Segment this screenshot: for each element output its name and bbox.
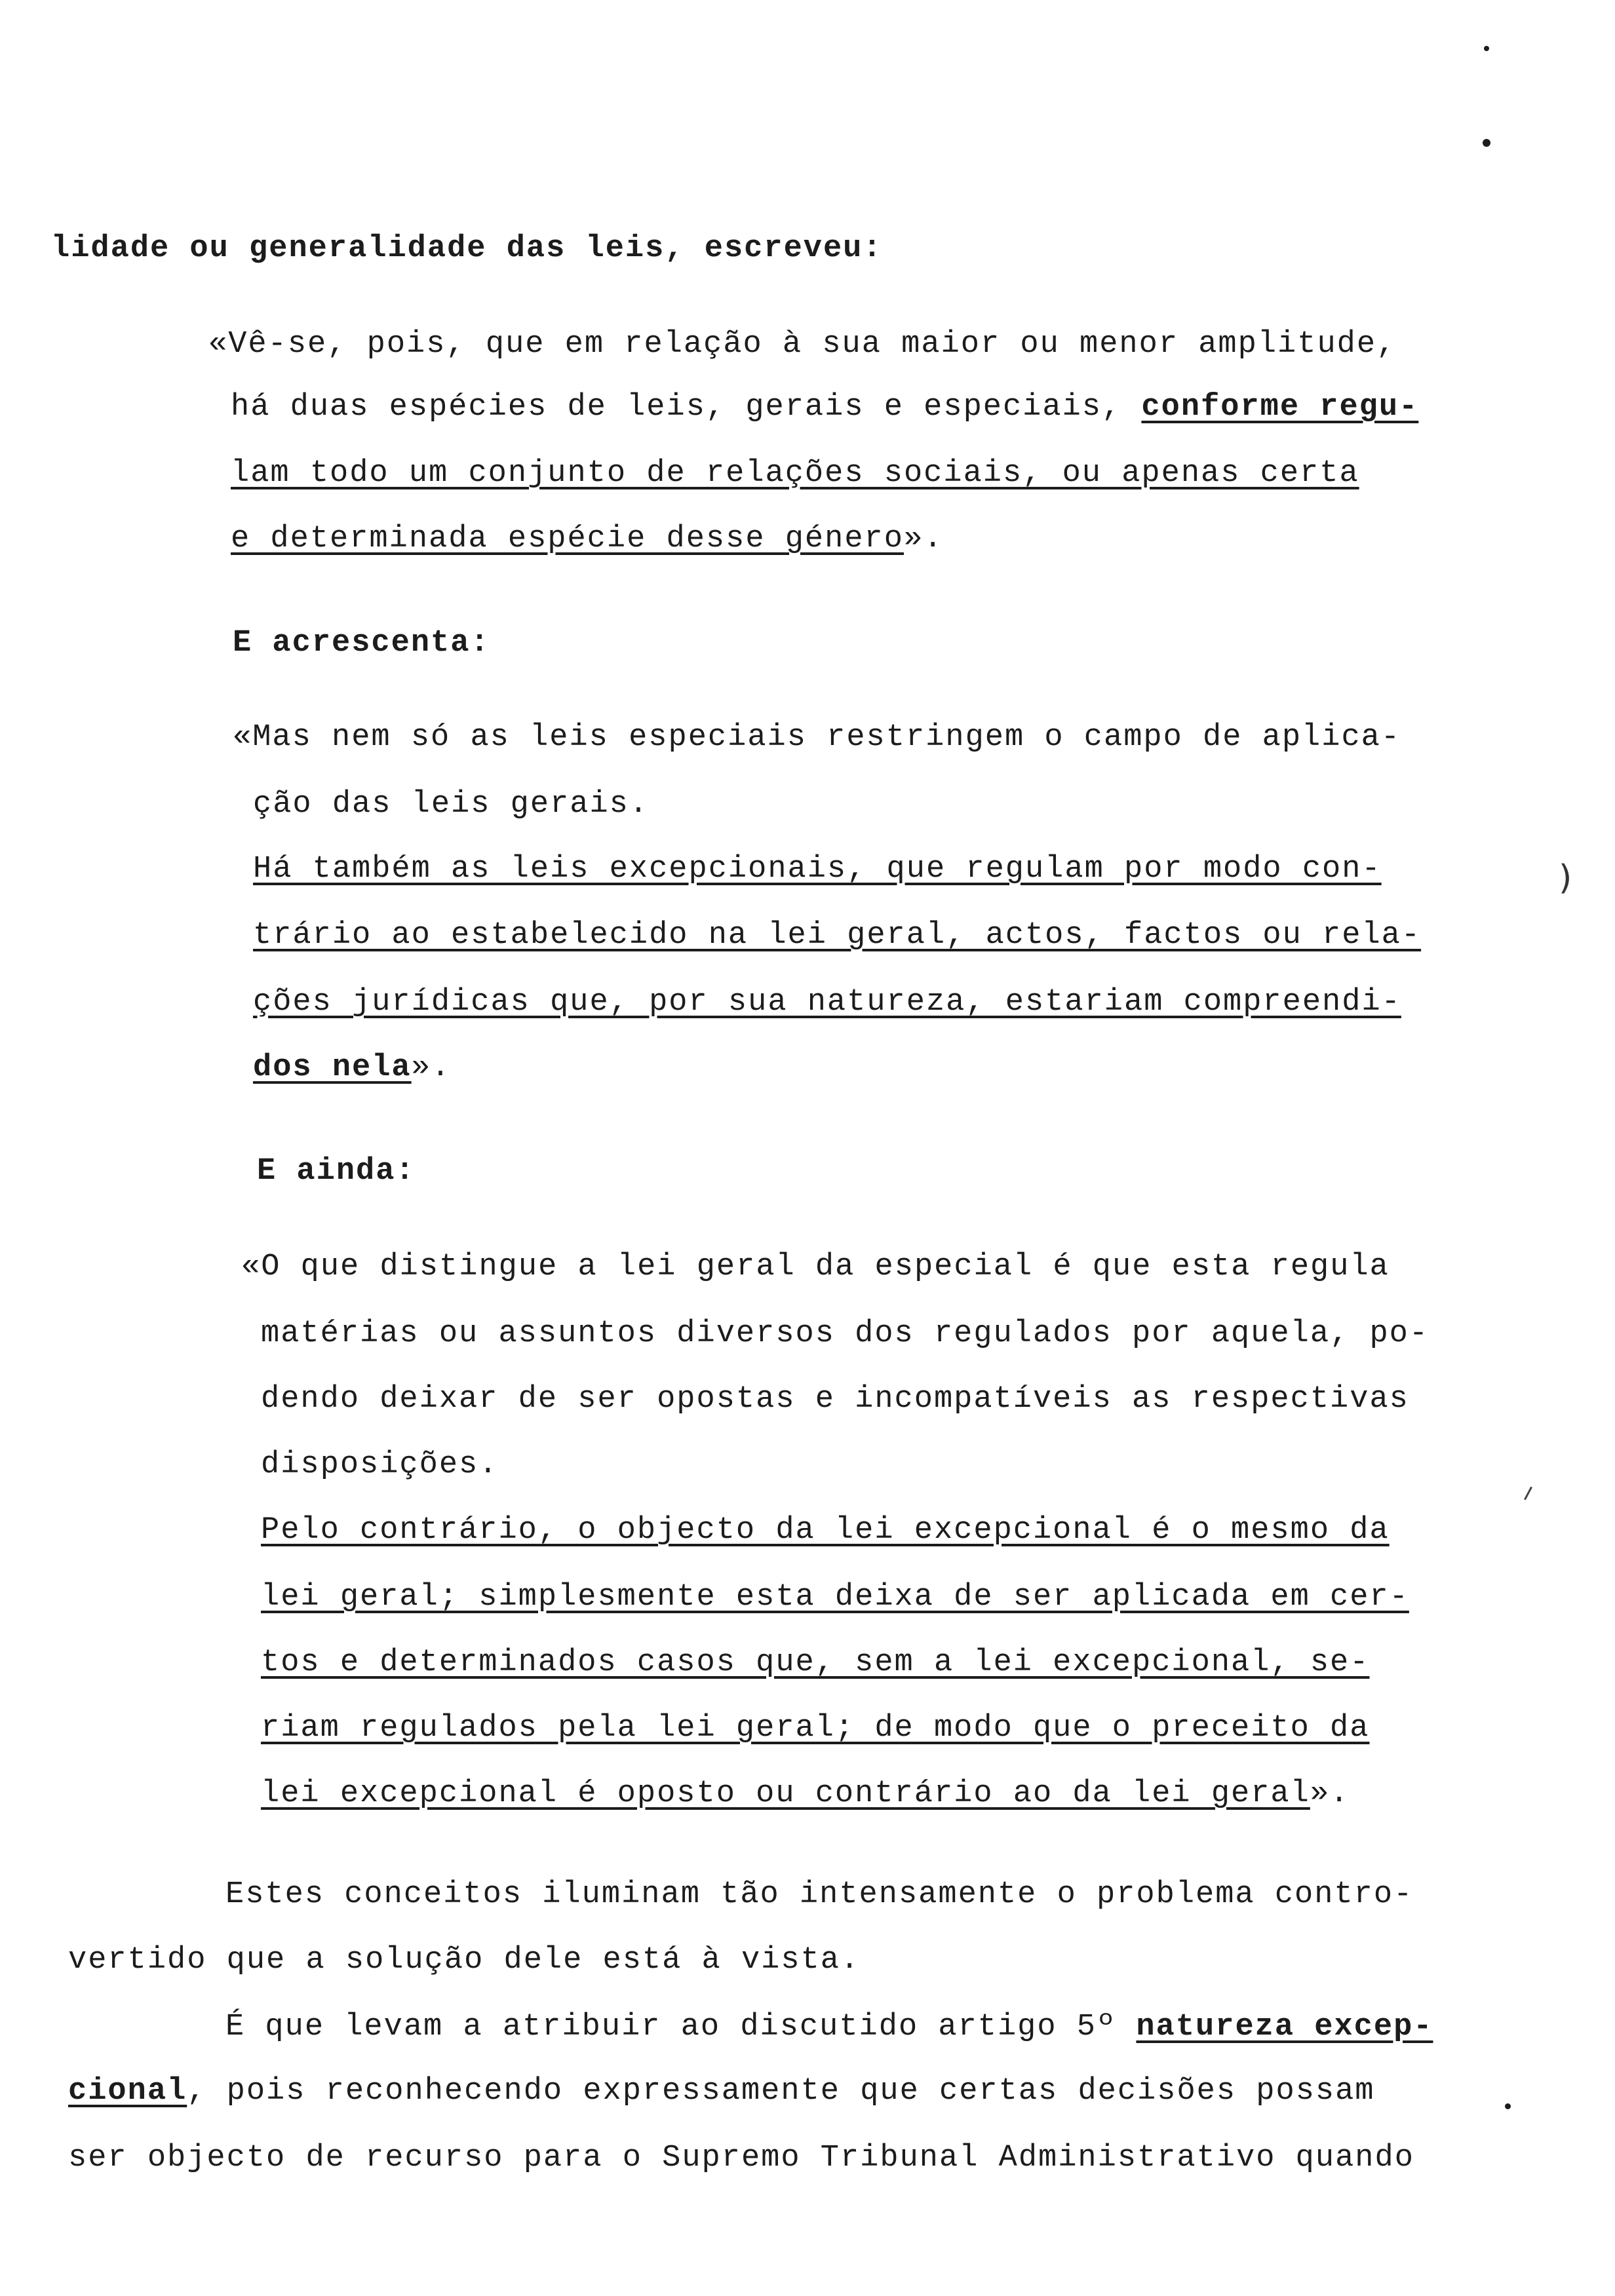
paragraph-line-3-plain: É que levam a atribuir ao discutido artigo 5º: [225, 2010, 1137, 2044]
quote-1-line-4-underlined: e determinada espécie desse género: [231, 522, 904, 556]
quote-1-line-4-close: ».: [903, 522, 944, 556]
quote-3-line-1: «O que distingue a lei geral da especial é que esta regula: [241, 1250, 1390, 1284]
quote-3-line-5: Pelo contrário, o objecto da lei excepcional é o mesmo da: [261, 1513, 1390, 1548]
quote-2-line-4: trário ao estabelecido na lei geral, actos, factos ou rela-: [253, 918, 1422, 953]
quote-2-line-3: Há também as leis excepcionais, que regulam por modo con-: [253, 852, 1382, 887]
paragraph-line-4-underlined: cional: [68, 2074, 187, 2109]
quote-3-line-9-close: ».: [1310, 1776, 1350, 1811]
quote-1-line-4: [231, 520, 943, 559]
quote-3-line-9-underlined: lei excepcional é oposto ou contrário ao da lei geral: [261, 1776, 1310, 1811]
scan-slash-mark: [1524, 1487, 1532, 1501]
quote-3-line-6: lei geral; simplesmente esta deixa de ser aplicada em cer-: [261, 1580, 1409, 1615]
quote-1-line-2-underlined: conforme regu-: [1141, 390, 1419, 425]
paragraph-line-4-plain: , pois reconhecendo expressamente que certas decisões possam: [187, 2074, 1375, 2109]
intro-acrescenta: E acrescenta:: [233, 626, 490, 660]
quote-3-line-8: riam regulados pela lei geral; de modo que o preceito da: [261, 1711, 1370, 1746]
intro-ainda: E ainda:: [257, 1154, 416, 1189]
text-line-1: lidade ou generalidade das leis, escreveu:: [51, 231, 883, 266]
quote-3-line-9: [261, 1774, 1350, 1814]
quote-1-line-1: «Vê-se, pois, que em relação à sua maior ou menor amplitude,: [208, 327, 1397, 362]
quote-3-line-3: dendo deixar de ser opostas e incompatíveis as respectivas: [261, 1382, 1409, 1417]
paragraph-line-3-underlined: natureza excep-: [1136, 2010, 1433, 2044]
quote-2-line-1: «Mas nem só as leis especiais restringem o campo de aplica-: [233, 720, 1401, 755]
paragraph-line-2: vertido que a solução dele está à vista.: [68, 1943, 861, 1978]
quote-1-line-3: lam todo um conjunto de relações sociais, ou apenas certa: [231, 456, 1359, 491]
quote-2-line-6-close: ».: [411, 1050, 452, 1085]
paragraph-line-5: ser objecto de recurso para o Supremo Tribunal Administrativo quando: [68, 2141, 1414, 2175]
quote-2-line-6: [253, 1048, 451, 1088]
paragraph-line-4: [68, 2072, 1375, 2111]
quote-2-line-2: ção das leis gerais.: [253, 787, 650, 822]
quote-3-line-2: matérias ou assuntos diversos dos regulados por aquela, po-: [261, 1316, 1430, 1351]
quote-3-line-4: disposições.: [261, 1447, 499, 1482]
margin-bracket: ): [1559, 858, 1572, 898]
quote-1-line-2-plain: há duas espécies de leis, gerais e especiais,: [231, 390, 1142, 425]
quote-2-line-6-underlined: dos nela: [253, 1050, 412, 1085]
scan-dot-lower: [1505, 2103, 1511, 2109]
quote-2-line-5: ções jurídicas que, por sua natureza, estariam compreendi-: [253, 985, 1401, 1020]
scan-dot-top: [1484, 46, 1489, 51]
quote-3-line-7: tos e determinados casos que, sem a lei excepcional, se-: [261, 1645, 1370, 1680]
scan-dot-upper: [1483, 139, 1490, 147]
paragraph-line-1: Estes conceitos iluminam tão intensamente o problema contro-: [225, 1877, 1414, 1912]
paragraph-line-3: [225, 2008, 1433, 2047]
quote-1-line-2: [231, 388, 1418, 427]
